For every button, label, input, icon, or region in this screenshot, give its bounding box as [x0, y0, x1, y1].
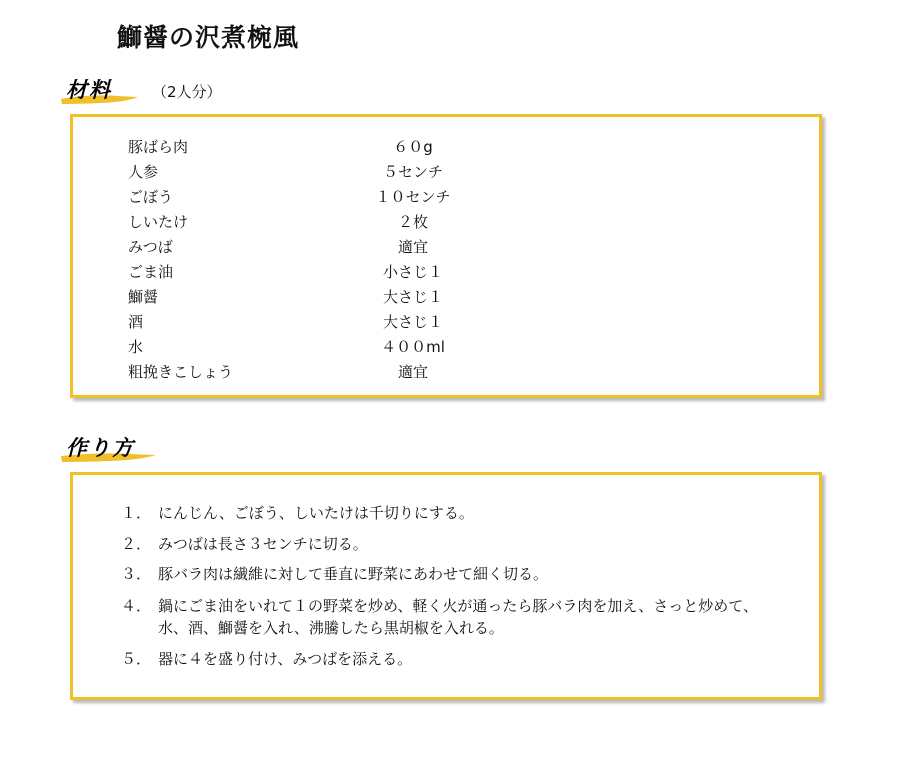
step-text: みつばは長さ３センチに切る。 [158, 535, 368, 553]
ingredient-row [73, 311, 819, 336]
ingredient-qty: 適宜 [397, 363, 428, 381]
ingredients-box [70, 114, 822, 398]
ingredient-name: 鰤醤 [128, 288, 159, 306]
ingredient-name: 豚ばら肉 [128, 138, 189, 156]
step-number: １． [121, 504, 152, 522]
ingredient-name: 水 [128, 338, 144, 356]
step-number: ５． [121, 650, 152, 668]
method-box [70, 472, 822, 700]
step-text: 鍋にごま油をいれて１の野菜を炒め、軽く火が通ったら豚バラ肉を加え、さっと炒めて、 水、酒、鰤醤を入れ、沸騰したら黒胡椒を入れる。 [158, 597, 759, 637]
method-heading-text: 作り方 [66, 435, 135, 460]
step-number: ３． [121, 565, 152, 583]
method-heading [60, 432, 160, 466]
ingredient-name: ごぼう [128, 188, 174, 206]
ingredient-name: 酒 [128, 313, 144, 331]
servings-label: （2人分） [152, 83, 222, 101]
ingredient-row [73, 161, 819, 186]
step-text: 器に４を盛り付け、みつばを添える。 [158, 650, 413, 668]
ingredient-name: 粗挽きこしょう [128, 363, 234, 381]
recipe-title: 鰤醤の沢煮椀風 [117, 23, 300, 52]
ingredient-row [73, 236, 819, 261]
ingredient-row [73, 186, 819, 211]
ingredient-row [73, 211, 819, 236]
ingredient-name: 人参 [128, 163, 159, 181]
ingredient-qty: １０センチ [375, 188, 451, 206]
ingredient-row [73, 361, 819, 386]
ingredients-heading-text: 材料 [66, 77, 112, 102]
ingredient-qty: 大さじ１ [382, 313, 443, 331]
ingredient-row [73, 336, 819, 361]
ingredient-qty: ５センチ [382, 163, 443, 181]
ingredient-name: しいたけ [128, 213, 189, 231]
ingredient-row [73, 286, 819, 311]
ingredient-qty: ６０g [393, 138, 433, 156]
ingredients-heading [60, 74, 150, 108]
ingredient-qty: ２枚 [397, 213, 428, 231]
ingredient-qty: 適宜 [397, 238, 428, 256]
ingredient-qty: 大さじ１ [382, 288, 443, 306]
ingredient-name: みつば [128, 238, 173, 256]
ingredient-qty: ４００ml [381, 338, 445, 356]
step-number: ２． [121, 535, 152, 553]
step-text: にんじん、ごぼう、しいたけは千切りにする。 [158, 504, 474, 522]
ingredient-row [73, 261, 819, 286]
ingredient-qty: 小さじ１ [382, 263, 443, 281]
step-number: ４． [121, 597, 152, 615]
ingredient-row [73, 136, 819, 161]
ingredient-name: ごま油 [128, 263, 174, 281]
step-text: 豚バラ肉は繊維に対して垂直に野菜にあわせて細く切る。 [158, 565, 549, 583]
